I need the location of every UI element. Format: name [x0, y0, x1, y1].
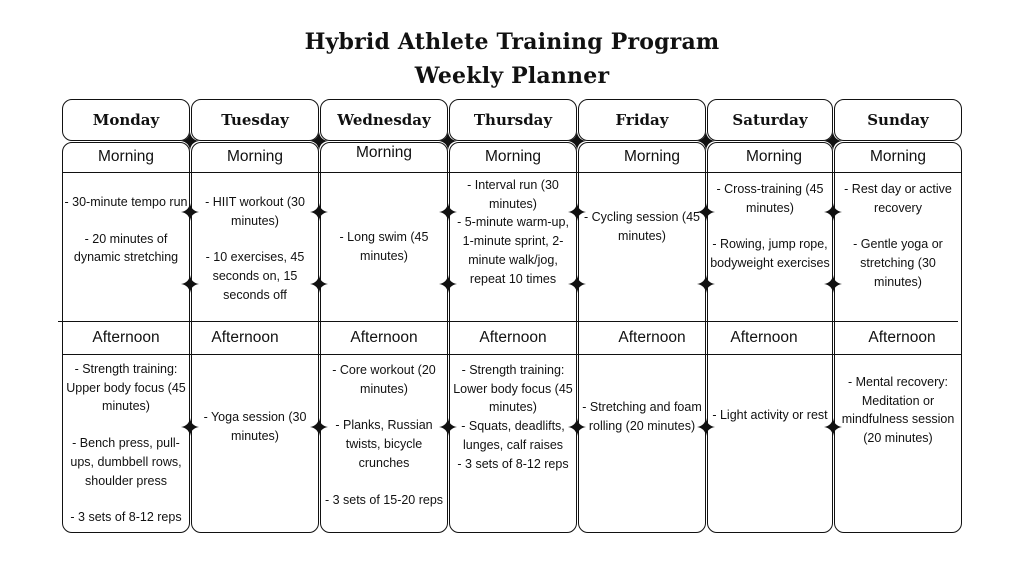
star-ornament-icon: [310, 203, 328, 221]
activity-item: - 3 sets of 8-12 reps: [70, 510, 182, 525]
day-header-wednesday: Wednesday: [320, 99, 448, 141]
activity-item: - 3 sets of 8-12 reps: [457, 456, 569, 471]
activity-item: - HIIT workout (30 minutes): [205, 195, 305, 228]
activity-item: - 20 minutes of dynamic stretching: [73, 231, 179, 265]
star-ornament-icon: [697, 275, 715, 293]
morning-activities-thursday: [451, 176, 575, 288]
morning-label-sunday: Morning: [870, 148, 926, 165]
page-title: Hybrid Athlete Training Program: [304, 29, 720, 55]
afternoon-activities-saturday: [708, 406, 832, 425]
star-ornament-icon: [439, 203, 457, 221]
activity-item: - Core workout (20 minutes): [332, 363, 436, 396]
activity-item: - Gentle yoga or stretching (30 minutes): [853, 237, 943, 289]
afternoon-activities-monday: [64, 360, 188, 527]
activity-item: - 30-minute tempo run: [64, 195, 188, 209]
star-ornament-icon: [824, 132, 842, 150]
star-ornament-icon: [568, 418, 586, 436]
star-ornament-icon: [697, 203, 715, 221]
afternoon-label-tuesday: Afternoon: [211, 329, 279, 346]
activity-item: - Cycling session (45 minutes): [583, 210, 700, 243]
afternoon-activities-wednesday: [322, 361, 446, 509]
star-ornament-icon: [568, 132, 586, 150]
activity-item: - Strength training: Lower body focus (45 minutes): [453, 363, 573, 415]
activity-item: - Planks, Russian twists, bicycle crunches: [335, 418, 433, 470]
afternoon-activities-sunday: [836, 373, 960, 448]
morning-label-friday: Morning: [624, 148, 680, 165]
activity-item: - Squats, deadlifts, lunges, calf raises: [461, 419, 565, 452]
star-ornament-icon: [181, 132, 199, 150]
activity-item: - Interval run (30 minutes): [467, 178, 559, 211]
activity-item: - Cross-training (45 minutes): [716, 182, 824, 215]
activity-item: - 10 exercises, 45 seconds on, 15 seconds off: [205, 250, 305, 302]
activity-item: - 5-minute warm-up, 1-minute sprint, 2-minute walk/jog, repeat 10 times: [457, 215, 569, 286]
afternoon-label-friday: Afternoon: [618, 329, 686, 346]
activity-item: - 3 sets of 15-20 reps: [324, 492, 444, 507]
activity-item: - Light activity or rest: [712, 408, 828, 422]
morning-label-saturday: Morning: [746, 148, 802, 165]
page-subtitle: Weekly Planner: [414, 63, 610, 89]
activity-item: - Strength training: Upper body focus (45 minutes): [66, 362, 186, 414]
star-ornament-icon: [824, 203, 842, 221]
activity-item: - Rowing, jump rope, bodyweight exercises: [710, 237, 830, 271]
afternoon-activities-thursday: [451, 361, 575, 473]
afternoon-activities-tuesday: [193, 408, 317, 445]
activity-item: - Yoga session (30 minutes): [203, 410, 307, 443]
activity-item: - Bench press, pull-ups, dumbbell rows, shoulder press: [70, 436, 182, 488]
star-ornament-icon: [181, 418, 199, 436]
afternoon-label-monday: Afternoon: [92, 329, 160, 346]
afternoon-label-thursday: Afternoon: [479, 329, 547, 346]
star-ornament-icon: [568, 203, 586, 221]
morning-activities-tuesday: [193, 193, 317, 305]
star-ornament-icon: [181, 275, 199, 293]
star-ornament-icon: [697, 132, 715, 150]
star-ornament-icon: [439, 418, 457, 436]
star-ornament-icon: [310, 418, 328, 436]
morning-activities-sunday: [836, 180, 960, 292]
day-header-friday: Friday: [578, 99, 706, 141]
star-ornament-icon: [310, 132, 328, 150]
morning-label-thursday: Morning: [485, 148, 541, 165]
star-ornament-icon: [824, 275, 842, 293]
activity-item: - Mental recovery: Meditation or mindfulness session (20 minutes): [841, 375, 955, 446]
afternoon-label-sunday: Afternoon: [868, 329, 936, 346]
morning-label-wednesday: Morning: [356, 144, 412, 161]
morning-activities-friday: [580, 208, 704, 245]
star-ornament-icon: [568, 275, 586, 293]
star-ornament-icon: [310, 275, 328, 293]
afternoon-divider: [62, 354, 962, 355]
star-ornament-icon: [824, 418, 842, 436]
afternoon-activities-friday: [580, 398, 704, 435]
activity-item: - Rest day or active recovery: [844, 182, 952, 215]
day-header-tuesday: Tuesday: [191, 99, 319, 141]
activity-item: - Stretching and foam rolling (20 minutes): [582, 400, 702, 433]
day-header-thursday: Thursday: [449, 99, 577, 141]
star-ornament-icon: [181, 203, 199, 221]
morning-activities-wednesday: [322, 228, 446, 265]
morning-activities-monday: [64, 193, 188, 267]
star-ornament-icon: [439, 132, 457, 150]
star-ornament-icon: [697, 418, 715, 436]
day-header-saturday: Saturday: [707, 99, 833, 141]
section-divider: [58, 321, 958, 322]
day-header-sunday: Sunday: [834, 99, 962, 141]
afternoon-label-saturday: Afternoon: [730, 329, 798, 346]
afternoon-label-wednesday: Afternoon: [350, 329, 418, 346]
morning-divider: [62, 172, 962, 173]
star-ornament-icon: [439, 275, 457, 293]
day-header-monday: Monday: [62, 99, 190, 141]
activity-item: - Long swim (45 minutes): [339, 230, 429, 263]
morning-activities-saturday: [708, 180, 832, 273]
morning-label-monday: Morning: [98, 148, 154, 165]
morning-label-tuesday: Morning: [227, 148, 283, 165]
